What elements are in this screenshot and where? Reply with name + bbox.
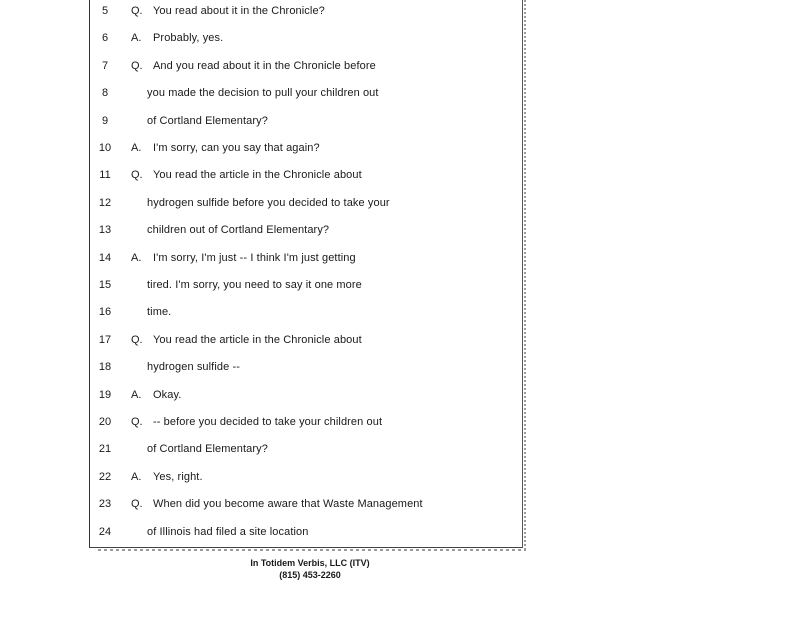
transcript-line <box>0 112 800 130</box>
speaker-label: Q. <box>131 5 143 17</box>
line-text: children out of Cortland Elementary? <box>147 224 330 236</box>
speaker-label: A. <box>131 142 142 154</box>
footer-phone: (815) 453-2260 <box>279 570 341 580</box>
line-number: 23 <box>98 498 112 510</box>
transcript-line <box>0 523 800 541</box>
transcript-line <box>0 29 800 47</box>
line-number: 18 <box>98 361 112 373</box>
page-edge-bottom <box>98 549 526 551</box>
line-number: 13 <box>98 224 112 236</box>
line-number: 16 <box>98 306 112 318</box>
line-number: 7 <box>101 60 109 72</box>
speaker-label: Q. <box>131 60 143 72</box>
speaker-label: A. <box>131 471 142 483</box>
speaker-label: Q. <box>131 416 143 428</box>
line-text: -- before you decided to take your children out <box>153 416 383 428</box>
transcript-line <box>0 249 800 267</box>
transcript-line <box>0 386 800 404</box>
line-text: I'm sorry, I'm just -- I think I'm just getting <box>153 252 356 264</box>
line-text: Okay. <box>153 389 182 401</box>
speaker-label: Q. <box>131 498 143 510</box>
transcript-line <box>0 221 800 239</box>
transcript-line <box>0 358 800 376</box>
line-text: hydrogen sulfide before you decided to take your <box>147 197 390 209</box>
line-text: time. <box>147 306 172 318</box>
line-number: 12 <box>98 197 112 209</box>
line-text: When did you become aware that Waste Management <box>153 498 423 510</box>
speaker-label: Q. <box>131 169 143 181</box>
line-text: And you read about it in the Chronicle before <box>153 60 376 72</box>
line-number: 6 <box>101 32 109 44</box>
transcript-line <box>0 276 800 294</box>
transcript-line <box>0 413 800 431</box>
transcript-line <box>0 468 800 486</box>
transcript-page-frame <box>89 0 523 548</box>
footer-company: In Totidem Verbis, LLC (ITV) <box>250 558 370 568</box>
line-text: hydrogen sulfide -- <box>147 361 241 373</box>
transcript-line <box>0 139 800 157</box>
line-number: 24 <box>98 526 112 538</box>
speaker-label: A. <box>131 252 142 264</box>
line-number: 20 <box>98 416 112 428</box>
line-text: Probably, yes. <box>153 32 224 44</box>
line-text: Yes, right. <box>153 471 203 483</box>
transcript-line <box>0 440 800 458</box>
line-number: 21 <box>98 443 112 455</box>
line-number: 8 <box>101 87 109 99</box>
line-number: 9 <box>101 115 109 127</box>
line-text: of Cortland Elementary? <box>147 443 268 455</box>
line-number: 10 <box>98 142 112 154</box>
line-number: 19 <box>98 389 112 401</box>
line-text: You read the article in the Chronicle about <box>153 169 362 181</box>
transcript-line <box>0 303 800 321</box>
line-text: You read the article in the Chronicle about <box>153 334 362 346</box>
line-text: You read about it in the Chronicle? <box>153 5 325 17</box>
line-number: 15 <box>98 279 112 291</box>
line-number: 14 <box>98 252 112 264</box>
speaker-label: A. <box>131 389 142 401</box>
line-number: 22 <box>98 471 112 483</box>
line-number: 5 <box>101 5 109 17</box>
line-text: of Cortland Elementary? <box>147 115 268 127</box>
transcript-line <box>0 331 800 349</box>
transcript-line <box>0 57 800 75</box>
line-number: 11 <box>99 169 111 181</box>
line-text: tired. I'm sorry, you need to say it one more <box>147 279 362 291</box>
transcript-line <box>0 166 800 184</box>
speaker-label: A. <box>131 32 142 44</box>
transcript-line <box>0 2 800 20</box>
transcript-line <box>0 495 800 513</box>
line-text: I'm sorry, can you say that again? <box>153 142 320 154</box>
transcript-line <box>0 84 800 102</box>
line-text: of Illinois had filed a site location <box>147 526 309 538</box>
speaker-label: Q. <box>131 334 143 346</box>
line-text: you made the decision to pull your children out <box>147 87 379 99</box>
line-number: 17 <box>98 334 112 346</box>
transcript-line <box>0 194 800 212</box>
